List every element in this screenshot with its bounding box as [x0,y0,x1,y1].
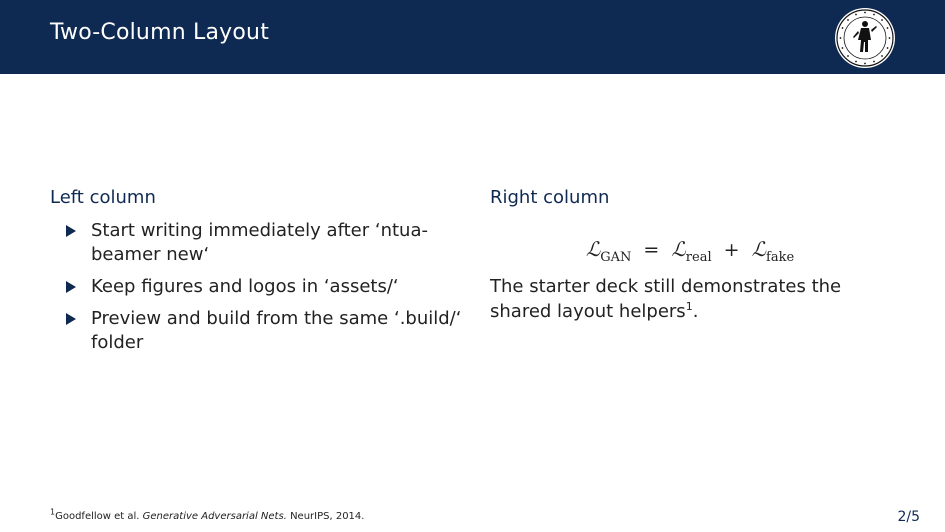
equation-lhs-subscript: GAN [600,250,632,265]
footnote-authors: Goodfellow et al. [55,511,140,522]
equation-term2-symbol: ℒ [751,237,767,261]
equation-term1-symbol: ℒ [671,237,686,261]
footnote [50,507,365,522]
footnote-title: Generative Adversarial Nets. [142,511,287,522]
left-column-bullet-list [66,219,466,363]
paragraph-end: . [692,301,699,322]
equation-term2-subscript: fake [766,250,795,265]
footnote-venue: NeurIPS, 2014. [290,511,365,522]
bullet-text: Start writing immediately after ‘ntua-beamer new‘ [91,220,428,265]
right-column-paragraph [490,274,900,324]
equation-plus: + [723,239,740,261]
equation-equals: = [643,239,660,261]
equation-term1-subscript: real [685,250,712,265]
equation-lhs-symbol: ℒ [585,237,601,261]
paragraph-text: The starter deck still demonstrates the shared layout helpers [490,276,842,322]
footnote-marker: 1 [50,507,56,517]
slide-title: Two-Column Layout [50,20,270,45]
triangle-bullet-icon [66,281,76,293]
triangle-bullet-icon [66,313,76,325]
page-number: 2/5 [897,509,920,525]
slide-header [0,0,945,74]
bullet-text: Keep figures and logos in ‘assets/‘ [91,276,399,297]
right-column-heading: Right column [490,187,610,208]
list-item [66,307,466,355]
bullet-text: Preview and build from the same ‘.build/‘ folder [91,308,462,353]
list-item [66,219,466,267]
triangle-bullet-icon [66,225,76,237]
university-seal-logo-icon [834,7,896,69]
gan-loss-equation [490,237,890,265]
list-item [66,275,466,299]
footnote-reference: 1 [685,300,693,313]
left-column-heading: Left column [50,187,156,208]
